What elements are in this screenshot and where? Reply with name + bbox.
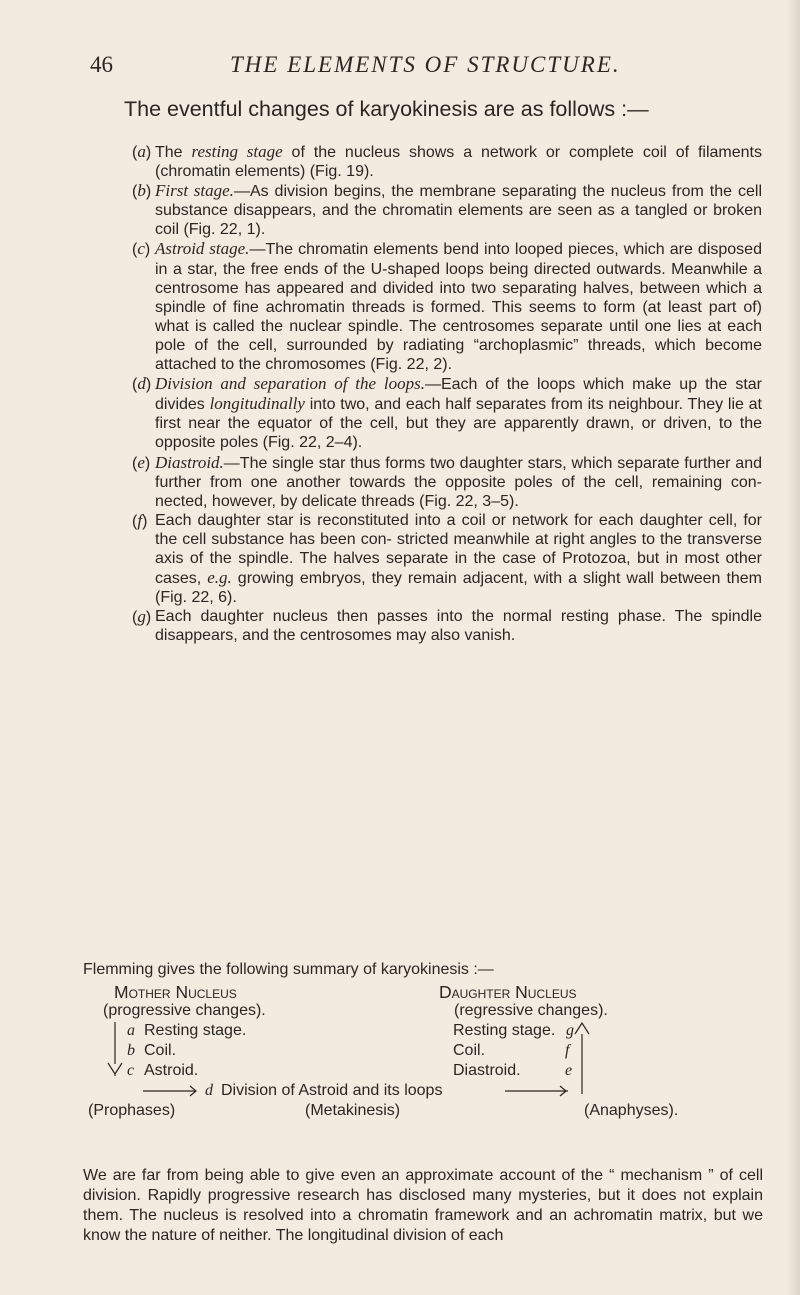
phase-metakinesis: (Metakinesis) [305, 1102, 401, 1119]
row-letter-right: f [565, 1042, 570, 1059]
row-letter-right: g [566, 1022, 574, 1039]
stage-label: (a) [132, 142, 152, 161]
stage-item: (a) The resting stage of the nucleus shows a network or complete coil of filaments (chromatin elements) (Fig. 19). [132, 142, 763, 181]
left-down-arrow [108, 1063, 122, 1074]
row-right-stage: Diastroid. [453, 1062, 521, 1079]
stage-item: (e) Diastroid.—The single star thus forms two daughter stars, which separate further and further from one another towards the opposite poles of the cell, remaining con- nected, however, by delicate threads (Fig. 22, 3–5). [132, 452, 762, 510]
phase-anaphyses: (Anaphyses). [584, 1102, 679, 1119]
middle-letter: d [205, 1082, 213, 1099]
row-left-stage: Resting stage. [144, 1022, 247, 1039]
row-right-stage: Resting stage. [453, 1022, 556, 1039]
stage-label: (e) [132, 452, 151, 472]
intro-sentence: The eventful changes of karyokinesis are as follows :— [124, 97, 649, 121]
row-letter-left: b [127, 1042, 135, 1059]
mother-nucleus-heading: Mother Nucleus [114, 982, 237, 1002]
closing-paragraph: We are far from being able to give even an approximate account of the “ mechanism ” of cell division. Rapidly progressive research has disclosed many mysteries, but it does not explain them. The nucleus is resolved into a chromatin framework and an achromatin matrix, but we know the nature of neither. The longitudinal division of each [83, 1167, 763, 1244]
running-title: THE ELEMENTS OF STRUCTURE. [230, 52, 621, 77]
page-number: 46 [90, 52, 113, 77]
mother-nucleus-subheading: (progressive changes). [103, 1002, 266, 1019]
phase-prophases: (Prophases) [88, 1102, 176, 1119]
stage-label: (f) [132, 510, 148, 530]
row-letter-right: e [565, 1062, 573, 1079]
row-letter-left: c [127, 1062, 135, 1079]
row-right-stage: Coil. [453, 1042, 486, 1059]
row-letter-left: a [127, 1022, 135, 1039]
stage-item: (f) Each daughter star is reconstituted into a coil or network for each daughter cell, for the cell substance has been con- stricted meanwhile at right angles to the transverse axis of the spindle. The halves separate in the case of Protozoa, but in most other cases, e.g. growing embryos, they remain adjacent, with a slight wall between them (Fig. 22, 6). [132, 510, 763, 607]
stage-item: (c) Astroid stage.—The chromatin elements bend into looped pieces, which are disposed in a star, the free ends of the U-shaped loops being directed outwards. Meanwhile a centrosome has appeared and divided into two separating halves, between which a spindle of fine achromatin threads is formed. This seems to form (at least part of) what is called the nuclear spindle. The centrosomes separate until one lies at each pole of the cell, surrounded by radiating “archoplasmic” threads, which become attached to the chromosomes (Fig. 22, 2). [132, 239, 762, 374]
row-left-stage: Coil. [144, 1042, 177, 1059]
middle-stage: Division of Astroid and its loops [221, 1082, 443, 1099]
stage-label: (g) [132, 607, 152, 627]
stage-label: (c) [132, 239, 151, 259]
stage-label: (d) [132, 374, 152, 394]
daughter-nucleus-subheading: (regressive changes). [454, 1002, 608, 1019]
stage-item: (g) Each daughter nucleus then passes into the normal resting phase. The spindle disappears, and the centrosomes may also vanish. [132, 607, 762, 645]
summary-intro: Flemming gives the following summary of karyokinesis :— [83, 961, 494, 978]
row-left-stage: Astroid. [144, 1062, 199, 1079]
stage-item: (d) Division and separation of the loops.—Each of the loops which make up the star divides longitudinally into two, and each half separates from its neighbour. They lie at first near the equator of the cell, but they are apparently drawn, or driven, to the opposite poles (Fig. 22, 2–4). [132, 374, 763, 452]
stage-item: (b) First stage.—As division begins, the membrane separating the nucleus from the cell substance disappears, and the chromatin elements are seen as a tangled or broken coil (Fig. 22, 1). [132, 181, 762, 239]
daughter-nucleus-heading: Daughter Nucleus [439, 982, 577, 1002]
right-up-arrow [575, 1023, 589, 1034]
stage-label: (b) [132, 181, 152, 201]
